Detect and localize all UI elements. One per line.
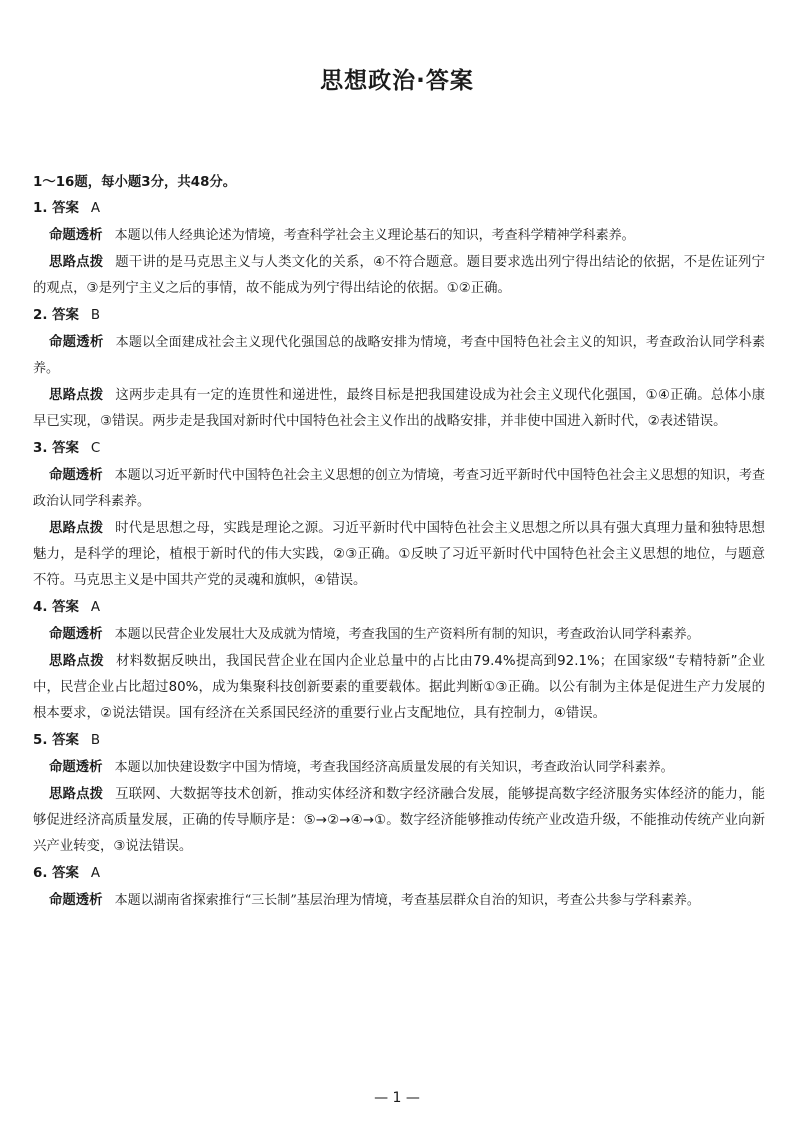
analysis-label: 命题透析 [49, 893, 103, 908]
answer-value: B [90, 308, 101, 323]
analysis-section [33, 755, 765, 781]
analysis-label: 命题透析 [49, 468, 103, 483]
question-header [33, 303, 765, 329]
hint-text: 这两步走具有一定的连贯性和递进性，最终目标是把我国建设成为社会主义现代化强国，①④正确。总体小康早已实现，③错误。两步走是我国对新时代中国特色社会主义作出的战略安排，并非使中国进入新时代，②表述错误。 [33, 388, 765, 429]
page-number: — 1 — [374, 1090, 420, 1106]
question-number: 6. [33, 866, 48, 881]
question-number: 5. [33, 733, 48, 748]
hint-section [33, 782, 765, 860]
question-1 [33, 196, 765, 302]
analysis-text: 本题以伟人经典论述为情境，考查科学社会主义理论基石的知识，考查科学精神学科素养。 [114, 228, 635, 243]
question-header [33, 196, 765, 222]
analysis-label: 命题透析 [49, 627, 103, 642]
answer-value: C [90, 441, 101, 456]
answer-label: 答案 [52, 600, 79, 615]
hint-text: 互联网、大数据等技术创新，推动实体经济和数字经济融合发展，能够提高数字经济服务实体经济的能力，能够促进经济高质量发展，正确的传导顺序是：⑤→②→④→①。数字经济能够推动传统产业改造升级，不能推动传统产业向新兴产业转变，③说法错误。 [33, 787, 766, 854]
hint-section [33, 649, 765, 727]
analysis-label: 命题透析 [49, 228, 103, 243]
question-header [33, 595, 765, 621]
hint-label: 思路点拨 [49, 388, 104, 403]
analysis-section [33, 622, 765, 648]
question-2 [33, 303, 765, 435]
analysis-label: 命题透析 [49, 760, 103, 775]
analysis-text: 本题以湖南省探索推行“三长制”基层治理为情境，考查基层群众自治的知识，考查公共参与学科素养。 [114, 893, 700, 908]
hint-text: 材料数据反映出，我国民营企业在国内企业总量中的占比由79.4%提高到92.1%；在国家级“专精特新”企业中，民营企业占比超过80%，成为集聚科技创新要素的重要载体。据此判断①③正确。以公有制为主体是促进生产力发展的根本要求，②说法错误。国有经济在关系国民经济的重要行业占支配地位，具有控制力，④错误。 [33, 654, 766, 721]
analysis-section [33, 463, 765, 515]
answer-value: A [90, 201, 101, 216]
analysis-text: 本题以民营企业发展壮大及成就为情境，考查我国的生产资料所有制的知识，考查政治认同学科素养。 [114, 627, 700, 642]
hint-text: 时代是思想之母，实践是理论之源。习近平新时代中国特色社会主义思想之所以具有强大真理力量和独特思想魅力，是科学的理论，植根于新时代的伟大实践，②③正确。①反映了习近平新时代中国特色社会主义思想的地位，与题意不符。马克思主义是中国共产党的灵魂和旗帜，④错误。 [33, 521, 766, 588]
answer-value: A [90, 866, 101, 881]
hint-label: 思路点拨 [49, 255, 104, 270]
hint-text: 题干讲的是马克思主义与人类文化的关系，④不符合题意。题目要求选出列宁得出结论的依据，不是佐证列宁的观点，③是列宁主义之后的事情，故不能成为列宁得出结论的依据。①②正确。 [33, 255, 765, 296]
question-header [33, 728, 765, 754]
question-4 [33, 595, 765, 727]
analysis-text: 本题以全面建成社会主义现代化强国总的战略安排为情境，考查中国特色社会主义的知识，考查政治认同学科素养。 [33, 335, 765, 376]
question-number: 3. [33, 441, 48, 456]
page-title: 思想政治·答案 [320, 68, 474, 94]
question-header [33, 436, 765, 462]
answer-content [33, 170, 765, 915]
analysis-section [33, 223, 765, 249]
question-header [33, 861, 765, 887]
answer-value: B [90, 733, 101, 748]
analysis-section [33, 330, 765, 382]
question-number: 2. [33, 308, 48, 323]
question-number: 1. [33, 201, 48, 216]
answer-value: A [90, 600, 101, 615]
answer-label: 答案 [52, 733, 79, 748]
analysis-text: 本题以习近平新时代中国特色社会主义思想的创立为情境，考查习近平新时代中国特色社会主义思想的知识，考查政治认同学科素养。 [33, 468, 766, 509]
answer-label: 答案 [52, 866, 79, 881]
answer-label: 答案 [52, 201, 79, 216]
hint-label: 思路点拨 [49, 521, 104, 536]
analysis-label: 命题透析 [49, 335, 104, 350]
question-number: 4. [33, 600, 48, 615]
hint-label: 思路点拨 [49, 654, 104, 669]
answer-label: 答案 [52, 441, 79, 456]
question-6 [33, 861, 765, 914]
intro-line: 1～16题，每小题3分，共48分。 [33, 175, 237, 190]
analysis-text: 本题以加快建设数字中国为情境，考查我国经济高质量发展的有关知识，考查政治认同学科素养。 [114, 760, 674, 775]
hint-section [33, 516, 765, 594]
answer-label: 答案 [52, 308, 79, 323]
hint-label: 思路点拨 [49, 787, 104, 802]
hint-section [33, 250, 765, 302]
question-3 [33, 436, 765, 594]
analysis-section [33, 888, 765, 914]
question-5 [33, 728, 765, 860]
hint-section [33, 383, 765, 435]
